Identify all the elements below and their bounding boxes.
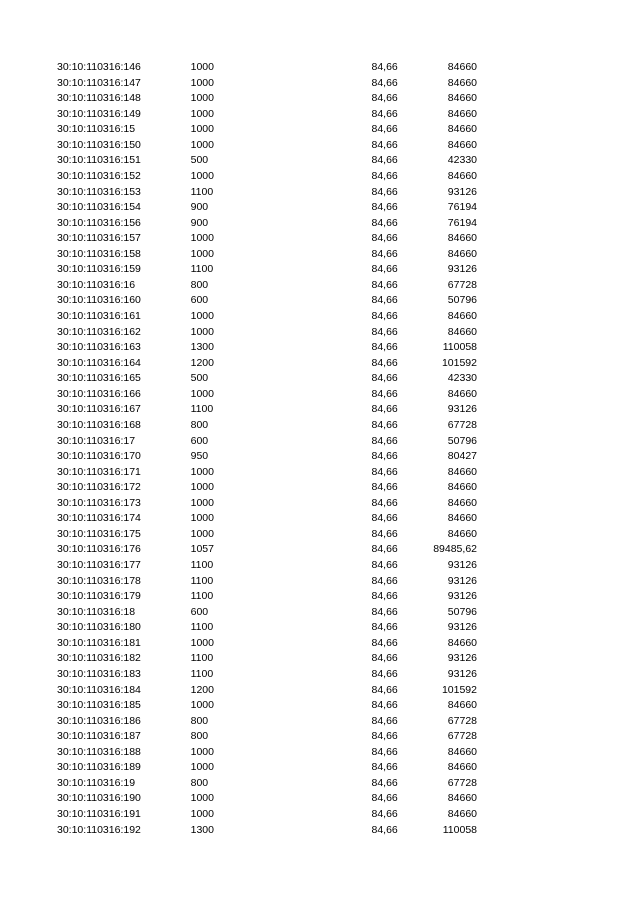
price-cell: 84,66 bbox=[371, 341, 398, 354]
cadastral-number-cell: 30:10:110316:186 bbox=[57, 714, 141, 727]
cadastral-number-cell: 30:10:110316:188 bbox=[57, 745, 141, 758]
cadastral-number-cell: 30:10:110316:15 bbox=[57, 123, 136, 136]
table-row bbox=[57, 247, 477, 263]
quantity-cell: 800 bbox=[190, 730, 209, 743]
total-cell: 84660 bbox=[447, 761, 477, 774]
table-row bbox=[57, 216, 477, 232]
quantity-cell: 1100 bbox=[190, 403, 214, 416]
cadastral-number-cell: 30:10:110316:154 bbox=[57, 201, 141, 214]
price-cell: 84,66 bbox=[371, 792, 398, 805]
total-cell: 84660 bbox=[447, 465, 477, 478]
table-row bbox=[57, 340, 477, 356]
quantity-cell: 800 bbox=[190, 418, 209, 431]
table-row bbox=[57, 262, 477, 278]
price-cell: 84,66 bbox=[371, 652, 398, 665]
quantity-cell: 1000 bbox=[190, 247, 214, 260]
total-cell: 93126 bbox=[447, 263, 477, 276]
total-cell: 84660 bbox=[447, 808, 477, 820]
cadastral-number-cell: 30:10:110316:191 bbox=[57, 808, 141, 820]
quantity-cell: 1000 bbox=[190, 465, 214, 478]
quantity-cell: 950 bbox=[190, 450, 209, 463]
price-cell: 84,66 bbox=[371, 590, 398, 603]
total-cell: 84660 bbox=[447, 310, 477, 322]
price-cell: 84,66 bbox=[371, 387, 398, 400]
price-cell: 84,66 bbox=[371, 605, 398, 618]
total-cell: 84660 bbox=[447, 387, 477, 400]
cadastral-number-cell: 30:10:110316:187 bbox=[57, 730, 141, 743]
cadastral-number-cell: 30:10:110316:176 bbox=[57, 543, 141, 556]
table-row bbox=[57, 325, 477, 341]
cadastral-number-cell: 30:10:110316:157 bbox=[57, 232, 141, 245]
total-cell: 84660 bbox=[447, 61, 477, 73]
price-cell: 84,66 bbox=[371, 699, 398, 712]
total-cell: 67728 bbox=[447, 418, 477, 431]
price-cell: 84,66 bbox=[371, 776, 398, 789]
table-row bbox=[57, 605, 477, 621]
price-cell: 84,66 bbox=[371, 278, 398, 291]
quantity-cell: 1200 bbox=[190, 356, 214, 369]
quantity-cell: 1000 bbox=[190, 496, 214, 509]
cadastral-number-cell: 30:10:110316:152 bbox=[57, 169, 141, 182]
table-row bbox=[57, 153, 477, 169]
price-cell: 84,66 bbox=[371, 294, 398, 307]
table-row bbox=[57, 185, 477, 201]
cadastral-number-cell: 30:10:110316:179 bbox=[57, 590, 141, 603]
total-cell: 101592 bbox=[441, 356, 477, 369]
table-body bbox=[57, 60, 477, 838]
table-row bbox=[57, 527, 477, 543]
total-cell: 84660 bbox=[447, 481, 477, 494]
table-row bbox=[57, 402, 477, 418]
total-cell: 50796 bbox=[447, 605, 477, 618]
table-row bbox=[57, 76, 477, 92]
table-row bbox=[57, 496, 477, 512]
price-cell: 84,66 bbox=[371, 481, 398, 494]
total-cell: 93126 bbox=[447, 403, 477, 416]
price-cell: 84,66 bbox=[371, 496, 398, 509]
cadastral-number-cell: 30:10:110316:17 bbox=[57, 434, 136, 447]
price-cell: 84,66 bbox=[371, 92, 398, 105]
table-row bbox=[57, 714, 477, 730]
price-cell: 84,66 bbox=[371, 512, 398, 525]
table-row bbox=[57, 574, 477, 590]
price-cell: 84,66 bbox=[371, 636, 398, 649]
quantity-cell: 800 bbox=[190, 776, 209, 789]
price-cell: 84,66 bbox=[371, 310, 398, 322]
cadastral-number-cell: 30:10:110316:192 bbox=[57, 823, 141, 836]
cadastral-number-cell: 30:10:110316:19 bbox=[57, 776, 136, 789]
total-cell: 42330 bbox=[447, 154, 477, 167]
table-row bbox=[57, 293, 477, 309]
cadastral-number-cell: 30:10:110316:185 bbox=[57, 699, 141, 712]
total-cell: 84660 bbox=[447, 745, 477, 758]
total-cell: 84660 bbox=[447, 699, 477, 712]
table-row bbox=[57, 122, 477, 138]
cadastral-number-cell: 30:10:110316:146 bbox=[57, 61, 141, 73]
cadastral-number-cell: 30:10:110316:173 bbox=[57, 496, 141, 509]
total-cell: 84660 bbox=[447, 496, 477, 509]
cadastral-number-cell: 30:10:110316:175 bbox=[57, 527, 141, 540]
cadastral-number-cell: 30:10:110316:189 bbox=[57, 761, 141, 774]
table-row bbox=[57, 107, 477, 123]
table-row bbox=[57, 636, 477, 652]
cadastral-number-cell: 30:10:110316:183 bbox=[57, 667, 141, 680]
price-cell: 84,66 bbox=[371, 185, 398, 198]
total-cell: 93126 bbox=[447, 559, 477, 571]
table-row bbox=[57, 449, 477, 465]
cadastral-number-cell: 30:10:110316:162 bbox=[57, 325, 141, 338]
table-row bbox=[57, 791, 477, 807]
table-row bbox=[57, 511, 477, 527]
quantity-cell: 1000 bbox=[190, 387, 214, 400]
cadastral-number-cell: 30:10:110316:149 bbox=[57, 107, 141, 120]
data-table bbox=[57, 60, 477, 838]
cadastral-number-cell: 30:10:110316:16 bbox=[57, 278, 136, 291]
quantity-cell: 1000 bbox=[190, 310, 214, 322]
cadastral-number-cell: 30:10:110316:172 bbox=[57, 481, 141, 494]
price-cell: 84,66 bbox=[371, 418, 398, 431]
quantity-cell: 1000 bbox=[190, 636, 214, 649]
quantity-cell: 1300 bbox=[190, 341, 214, 354]
total-cell: 93126 bbox=[447, 574, 477, 587]
cadastral-number-cell: 30:10:110316:153 bbox=[57, 185, 141, 198]
cadastral-number-cell: 30:10:110316:190 bbox=[57, 792, 141, 805]
total-cell: 101592 bbox=[441, 683, 477, 696]
price-cell: 84,66 bbox=[371, 450, 398, 463]
price-cell: 84,66 bbox=[371, 574, 398, 587]
total-cell: 110058 bbox=[442, 823, 477, 836]
total-cell: 84660 bbox=[447, 325, 477, 338]
cadastral-number-cell: 30:10:110316:174 bbox=[57, 512, 141, 525]
table-row bbox=[57, 745, 477, 761]
total-cell: 84660 bbox=[447, 107, 477, 120]
quantity-cell: 1100 bbox=[190, 559, 214, 571]
total-cell: 84660 bbox=[447, 247, 477, 260]
cadastral-number-cell: 30:10:110316:180 bbox=[57, 621, 141, 634]
total-cell: 84660 bbox=[447, 232, 477, 245]
price-cell: 84,66 bbox=[371, 325, 398, 338]
table-row bbox=[57, 418, 477, 434]
table-row bbox=[57, 589, 477, 605]
table-row bbox=[57, 465, 477, 481]
quantity-cell: 1000 bbox=[190, 527, 214, 540]
quantity-cell: 1000 bbox=[190, 61, 214, 73]
total-cell: 76194 bbox=[447, 201, 477, 214]
total-cell: 84660 bbox=[447, 138, 477, 151]
price-cell: 84,66 bbox=[371, 730, 398, 743]
table-row bbox=[57, 138, 477, 154]
price-cell: 84,66 bbox=[371, 107, 398, 120]
total-cell: 89485,62 bbox=[433, 543, 477, 556]
table-row bbox=[57, 91, 477, 107]
table-row bbox=[57, 698, 477, 714]
price-cell: 84,66 bbox=[371, 527, 398, 540]
price-cell: 84,66 bbox=[371, 61, 398, 73]
cadastral-number-cell: 30:10:110316:184 bbox=[57, 683, 141, 696]
quantity-cell: 1000 bbox=[190, 138, 214, 151]
cadastral-number-cell: 30:10:110316:170 bbox=[57, 450, 141, 463]
price-cell: 84,66 bbox=[371, 403, 398, 416]
table-row bbox=[57, 807, 477, 823]
price-cell: 84,66 bbox=[371, 356, 398, 369]
cadastral-number-cell: 30:10:110316:159 bbox=[57, 263, 141, 276]
table-row bbox=[57, 651, 477, 667]
total-cell: 84660 bbox=[447, 792, 477, 805]
quantity-cell: 1100 bbox=[190, 185, 214, 198]
cadastral-number-cell: 30:10:110316:160 bbox=[57, 294, 141, 307]
quantity-cell: 1000 bbox=[190, 745, 214, 758]
quantity-cell: 1000 bbox=[190, 76, 214, 89]
table-row bbox=[57, 620, 477, 636]
cadastral-number-cell: 30:10:110316:148 bbox=[57, 92, 141, 105]
quantity-cell: 1100 bbox=[190, 263, 214, 276]
quantity-cell: 1300 bbox=[190, 823, 214, 836]
total-cell: 42330 bbox=[447, 372, 477, 385]
total-cell: 84660 bbox=[447, 636, 477, 649]
table-row bbox=[57, 309, 477, 325]
price-cell: 84,66 bbox=[371, 76, 398, 89]
total-cell: 93126 bbox=[447, 652, 477, 665]
price-cell: 84,66 bbox=[371, 559, 398, 571]
table-row bbox=[57, 729, 477, 745]
quantity-cell: 1000 bbox=[190, 107, 214, 120]
table-row bbox=[57, 558, 477, 574]
total-cell: 84660 bbox=[447, 92, 477, 105]
quantity-cell: 1000 bbox=[190, 808, 214, 820]
total-cell: 67728 bbox=[447, 776, 477, 789]
cadastral-number-cell: 30:10:110316:150 bbox=[57, 138, 141, 151]
table-row bbox=[57, 231, 477, 247]
table-row bbox=[57, 169, 477, 185]
total-cell: 84660 bbox=[447, 512, 477, 525]
quantity-cell: 800 bbox=[190, 278, 209, 291]
price-cell: 84,66 bbox=[371, 683, 398, 696]
cadastral-number-cell: 30:10:110316:18 bbox=[57, 605, 136, 618]
quantity-cell: 900 bbox=[190, 201, 209, 214]
total-cell: 67728 bbox=[447, 730, 477, 743]
quantity-cell: 1000 bbox=[190, 325, 214, 338]
cadastral-number-cell: 30:10:110316:167 bbox=[57, 403, 141, 416]
quantity-cell: 1000 bbox=[190, 761, 214, 774]
table-row bbox=[57, 356, 477, 372]
quantity-cell: 1100 bbox=[190, 590, 214, 603]
quantity-cell: 900 bbox=[190, 216, 209, 229]
quantity-cell: 1057 bbox=[190, 543, 214, 556]
price-cell: 84,66 bbox=[371, 745, 398, 758]
table-row bbox=[57, 823, 477, 839]
table-row bbox=[57, 371, 477, 387]
quantity-cell: 1000 bbox=[190, 481, 214, 494]
price-cell: 84,66 bbox=[371, 201, 398, 214]
quantity-cell: 1100 bbox=[190, 621, 214, 634]
total-cell: 93126 bbox=[447, 590, 477, 603]
quantity-cell: 1100 bbox=[190, 574, 214, 587]
quantity-cell: 1200 bbox=[190, 683, 214, 696]
cadastral-number-cell: 30:10:110316:151 bbox=[57, 154, 141, 167]
table-row bbox=[57, 776, 477, 792]
quantity-cell: 1000 bbox=[190, 123, 214, 136]
quantity-cell: 1000 bbox=[190, 512, 214, 525]
quantity-cell: 600 bbox=[190, 605, 209, 618]
cadastral-number-cell: 30:10:110316:166 bbox=[57, 387, 141, 400]
price-cell: 84,66 bbox=[371, 123, 398, 136]
table-row bbox=[57, 278, 477, 294]
total-cell: 50796 bbox=[447, 434, 477, 447]
spreadsheet-page bbox=[57, 60, 477, 838]
quantity-cell: 600 bbox=[190, 434, 209, 447]
price-cell: 84,66 bbox=[371, 372, 398, 385]
total-cell: 84660 bbox=[447, 123, 477, 136]
quantity-cell: 1000 bbox=[190, 232, 214, 245]
cadastral-number-cell: 30:10:110316:156 bbox=[57, 216, 141, 229]
cadastral-number-cell: 30:10:110316:171 bbox=[57, 465, 141, 478]
price-cell: 84,66 bbox=[371, 543, 398, 556]
price-cell: 84,66 bbox=[371, 761, 398, 774]
total-cell: 84660 bbox=[447, 169, 477, 182]
price-cell: 84,66 bbox=[371, 823, 398, 836]
cadastral-number-cell: 30:10:110316:164 bbox=[57, 356, 141, 369]
total-cell: 93126 bbox=[447, 667, 477, 680]
price-cell: 84,66 bbox=[371, 138, 398, 151]
total-cell: 110058 bbox=[442, 341, 477, 354]
price-cell: 84,66 bbox=[371, 621, 398, 634]
cadastral-number-cell: 30:10:110316:163 bbox=[57, 341, 141, 354]
price-cell: 84,66 bbox=[371, 465, 398, 478]
total-cell: 67728 bbox=[447, 714, 477, 727]
quantity-cell: 1000 bbox=[190, 792, 214, 805]
price-cell: 84,66 bbox=[371, 154, 398, 167]
total-cell: 84660 bbox=[447, 76, 477, 89]
quantity-cell: 1100 bbox=[190, 652, 214, 665]
quantity-cell: 1000 bbox=[190, 92, 214, 105]
quantity-cell: 1100 bbox=[190, 667, 214, 680]
total-cell: 50796 bbox=[447, 294, 477, 307]
cadastral-number-cell: 30:10:110316:168 bbox=[57, 418, 141, 431]
quantity-cell: 500 bbox=[190, 154, 209, 167]
table-row bbox=[57, 200, 477, 216]
table-row bbox=[57, 760, 477, 776]
quantity-cell: 1000 bbox=[190, 699, 214, 712]
quantity-cell: 500 bbox=[190, 372, 209, 385]
table-row bbox=[57, 683, 477, 699]
cadastral-number-cell: 30:10:110316:158 bbox=[57, 247, 141, 260]
total-cell: 84660 bbox=[447, 527, 477, 540]
cadastral-number-cell: 30:10:110316:178 bbox=[57, 574, 141, 587]
price-cell: 84,66 bbox=[371, 434, 398, 447]
price-cell: 84,66 bbox=[371, 216, 398, 229]
total-cell: 67728 bbox=[447, 278, 477, 291]
total-cell: 76194 bbox=[447, 216, 477, 229]
cadastral-number-cell: 30:10:110316:161 bbox=[57, 310, 141, 322]
quantity-cell: 1000 bbox=[190, 169, 214, 182]
price-cell: 84,66 bbox=[371, 667, 398, 680]
table-row bbox=[57, 60, 477, 76]
price-cell: 84,66 bbox=[371, 263, 398, 276]
cadastral-number-cell: 30:10:110316:177 bbox=[57, 559, 141, 571]
price-cell: 84,66 bbox=[371, 714, 398, 727]
total-cell: 80427 bbox=[447, 450, 477, 463]
price-cell: 84,66 bbox=[371, 232, 398, 245]
cadastral-number-cell: 30:10:110316:147 bbox=[57, 76, 141, 89]
cadastral-number-cell: 30:10:110316:181 bbox=[57, 636, 141, 649]
table-row bbox=[57, 387, 477, 403]
price-cell: 84,66 bbox=[371, 169, 398, 182]
total-cell: 93126 bbox=[447, 621, 477, 634]
price-cell: 84,66 bbox=[371, 247, 398, 260]
cadastral-number-cell: 30:10:110316:182 bbox=[57, 652, 141, 665]
table-row bbox=[57, 434, 477, 450]
total-cell: 93126 bbox=[447, 185, 477, 198]
quantity-cell: 600 bbox=[190, 294, 209, 307]
table-row bbox=[57, 480, 477, 496]
quantity-cell: 800 bbox=[190, 714, 209, 727]
table-row bbox=[57, 667, 477, 683]
cadastral-number-cell: 30:10:110316:165 bbox=[57, 372, 141, 385]
price-cell: 84,66 bbox=[371, 808, 398, 820]
table-row bbox=[57, 542, 477, 558]
